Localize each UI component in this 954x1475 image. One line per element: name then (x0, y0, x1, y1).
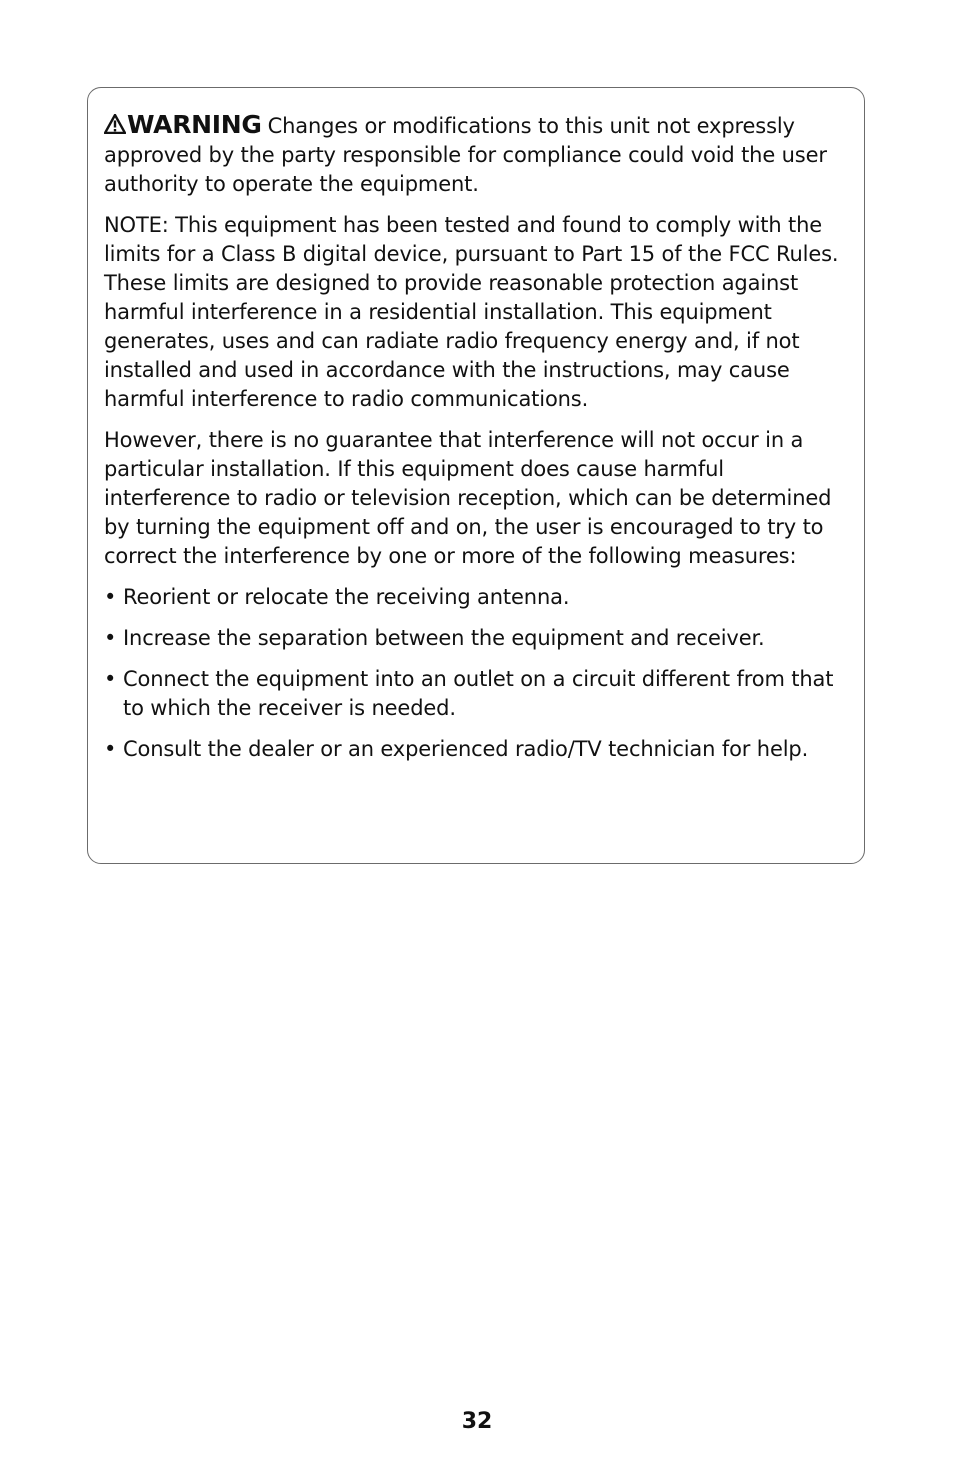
warning-label (104, 110, 262, 139)
list-item-text: Increase the separation between the equipment and receiver. (123, 626, 765, 650)
list-item-text: Connect the equipment into an outlet on a circuit different from that to which the receiver is needed. (123, 667, 834, 720)
warning-triangle-icon (104, 114, 126, 134)
warning-text: Changes or modifications to this unit not expressly approved by the party responsible for compliance could void the user authority to operate the equipment. (104, 114, 827, 196)
fcc-notice-box (87, 87, 865, 864)
list-item-text: Reorient or relocate the receiving antenna. (123, 585, 570, 609)
bullet-icon: • (104, 737, 117, 761)
warning-paragraph (104, 110, 848, 199)
measures-list (104, 583, 848, 764)
list-item-text: Consult the dealer or an experienced radio/TV technician for help. (123, 737, 809, 761)
list-item (104, 735, 848, 764)
bullet-icon: • (104, 667, 117, 691)
bullet-icon: • (104, 626, 117, 650)
list-item (104, 665, 848, 723)
page-number: 32 (461, 1409, 493, 1434)
guarantee-paragraph: However, there is no guarantee that interference will not occur in a particular installation. If this equipment does cause harmful interference to radio or television reception, which can be determined by turning the equipment off and on, the user is encouraged to try to correct the interference by one or more of the following measures: (104, 428, 832, 568)
bullet-icon: • (104, 585, 117, 609)
warning-label-text: WARNING (127, 110, 262, 139)
list-item (104, 624, 848, 653)
list-item (104, 583, 848, 612)
note-paragraph: NOTE: This equipment has been tested and found to comply with the limits for a Class B digital device, pursuant to Part 15 of the FCC Rules. These limits are designed to provide reasonable protection against harmful interference in a residential installation. This equipment generates, uses and can radiate radio frequency energy and, if not installed and used in accordance with the instructions, may cause harmful interference to radio communications. (104, 213, 839, 411)
